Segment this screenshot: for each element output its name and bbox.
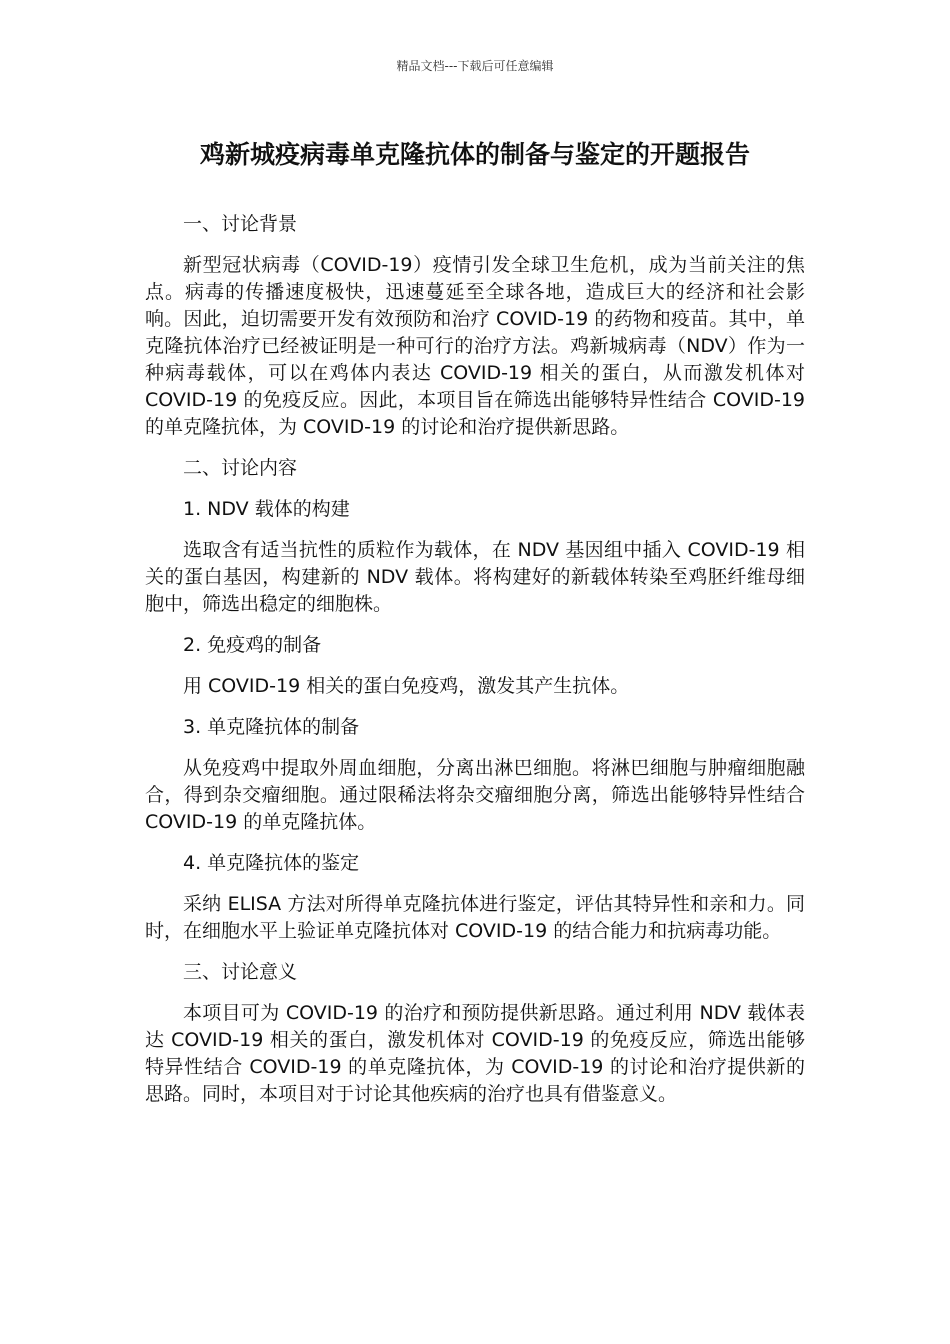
page-header-note: 精品文档---下载后可任意编辑 <box>396 59 554 73</box>
section-heading-significance: 三、讨论意义 <box>183 961 298 983</box>
subheading-antibody-identification: 4. 单克隆抗体的鉴定 <box>183 852 360 874</box>
document-title: 鸡新城疫病毒单克隆抗体的制备与鉴定的开题报告 <box>199 140 750 169</box>
paragraph-antibody-identification: 采纳 ELISA 方法对所得单克隆抗体进行鉴定，评估其特异性和亲和力。同时，在细胞水平上验证单克隆抗体对 COVID-19 的结合能力和抗病毒功能。 <box>145 893 805 942</box>
section-heading-background: 一、讨论背景 <box>183 213 298 235</box>
document-body <box>145 211 805 1122</box>
paragraph-ndv-vector: 选取含有适当抗性的质粒作为载体，在 NDV 基因组中插入 COVID-19 相关的蛋白基因，构建新的 NDV 载体。将构建好的新载体转染至鸡胚纤维母细胞中，筛选出稳定的细胞株。 <box>145 539 805 615</box>
paragraph-antibody-preparation: 从免疫鸡中提取外周血细胞，分离出淋巴细胞。将淋巴细胞与肿瘤细胞融合，得到杂交瘤细胞。通过限稀法将杂交瘤细胞分离，筛选出能够特异性结合 COVID-19 的单克隆抗体。 <box>145 757 805 833</box>
subheading-ndv-vector: 1. NDV 载体的构建 <box>183 498 350 520</box>
paragraph-significance: 本项目可为 COVID-19 的治疗和预防提供新思路。通过利用 NDV 载体表达 COVID-19 相关的蛋白，激发机体对 COVID-19 的免疫反应，筛选出能够特异性结合 COVID-19 的单克隆抗体，为 COVID-19 的讨论和治疗提供新的思路。同时，本项目对于讨论其他疾病的治疗也具有借鉴意义。 <box>145 1002 805 1105</box>
subheading-immune-chicken: 2. 免疫鸡的制备 <box>183 634 322 656</box>
paragraph-background: 新型冠状病毒（COVID-19）疫情引发全球卫生危机，成为当前关注的焦点。病毒的传播速度极快，迅速蔓延至全球各地，造成巨大的经济和社会影响。因此，迫切需要开发有效预防和治疗 COVID-19 的药物和疫苗。其中，单克隆抗体治疗已经被证明是一种可行的治疗方法。鸡新城病毒（NDV）作为一种病毒载体，可以在鸡体内表达 COVID-19 相关的蛋白，从而激发机体对 COVID-19 的免疫反应。因此，本项目旨在筛选出能够特异性结合 COVID-19 的单克隆抗体，为 COVID-19 的讨论和治疗提供新思路。 <box>145 254 805 438</box>
paragraph-immune-chicken: 用 COVID-19 相关的蛋白免疫鸡，激发其产生抗体。 <box>183 675 630 697</box>
subheading-antibody-preparation: 3. 单克隆抗体的制备 <box>183 716 360 738</box>
section-heading-content: 二、讨论内容 <box>183 457 298 479</box>
